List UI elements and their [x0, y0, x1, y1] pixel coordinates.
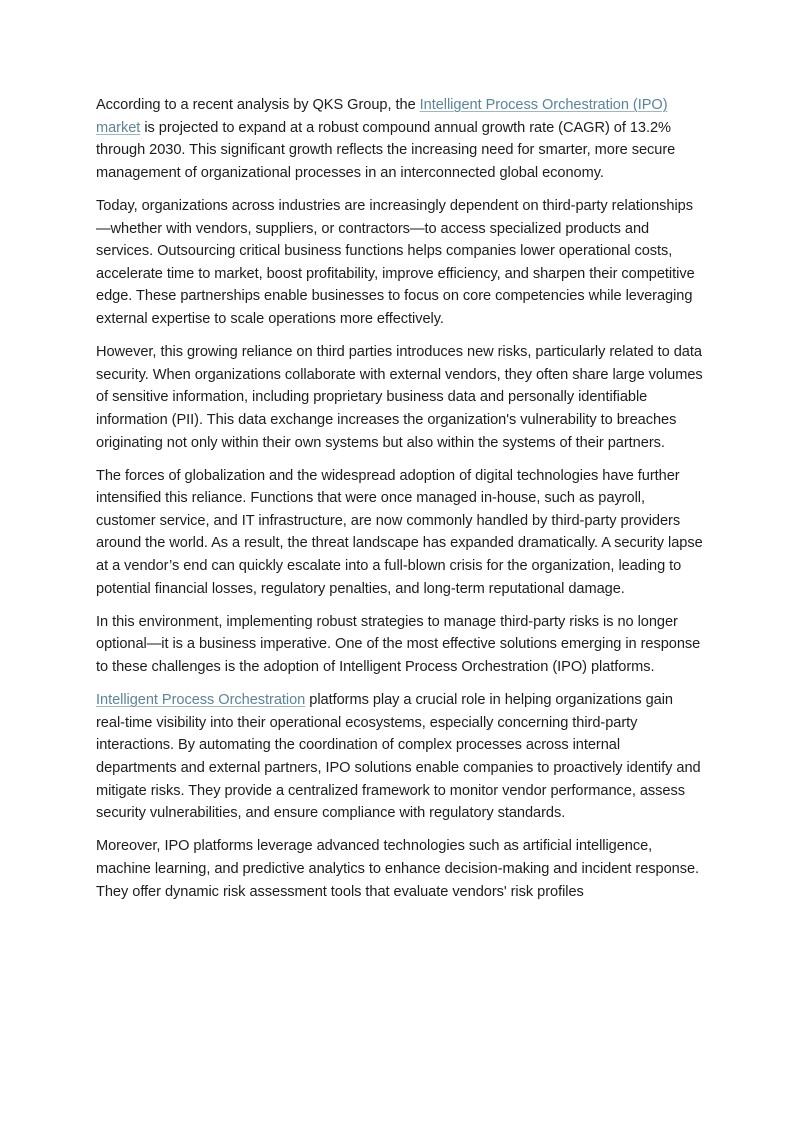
paragraph-text: However, this growing reliance on third parties introduces new risks, particularly related to data security. When organizations collaborate with external vendors, they often share large volumes of sensitive information, including proprietary business data and personally identifiable information (PII). This data exchange increases the organization's vulnerability to breaches originating not only within their own systems but also within the systems of their partners.: [96, 344, 703, 451]
paragraph-ipo-market-growth: [96, 94, 704, 184]
paragraph-third-party-dependence: [96, 195, 704, 331]
paragraph-ipo-technologies: [96, 835, 704, 903]
paragraph-text: is projected to expand at a robust compound annual growth rate (CAGR) of 13.2% through 2030. This significant growth reflects the increasing need for smarter, more secure management of organizational processes in an interconnected global economy.: [96, 119, 676, 181]
paragraph-text: In this environment, implementing robust strategies to manage third-party risks is no longer optional—it is a business imperative. One of the most effective solutions emerging in response to these challenges is the adoption of Intelligent Process Orchestration (IPO) platforms.: [96, 613, 701, 676]
paragraph-globalization: [96, 465, 704, 601]
paragraph-text: Moreover, IPO platforms leverage advanced technologies such as artificial intelligence, machine learning, and predictive analytics to enhance decision-making and incident response. They offer dynamic risk assessment tools that evaluate vendors' risk profiles: [96, 838, 700, 900]
document-body: [96, 94, 704, 914]
paragraph-data-security-risks: [96, 341, 704, 454]
intelligent-process-orchestration-link[interactable]: Intelligent Process Orchestration: [96, 692, 306, 709]
paragraph-text: The forces of globalization and the widespread adoption of digital technologies have further intensified this reliance. Functions that were once managed in-house, such as payroll, customer service, and IT infrastructure, are now commonly handled by third-party providers around the world. As a result, the threat landscape has expanded dramatically. A security lapse at a vendor’s end can quickly escalate into a full-blown crisis for the organization, leading to potential financial losses, regulatory penalties, and long-term reputational damage.: [96, 467, 703, 597]
ipo-market-link[interactable]: Intelligent Process Orchestration (IPO) market: [96, 97, 668, 136]
paragraph-text: According to a recent analysis by QKS Group, the: [96, 97, 420, 113]
paragraph-ipo-platforms: [96, 689, 704, 825]
paragraph-text: Today, organizations across industries are increasingly dependent on third-party relationships—whether with vendors, suppliers, or contractors—to access specialized products and services. Outsourcing critical business functions helps companies lower operational costs, accelerate time to market, boost profitability, improve efficiency, and sharpen their competitive edge. These partnerships enable businesses to focus on core competencies while leveraging external expertise to scale operations more effectively.: [96, 197, 695, 327]
paragraph-text: platforms play a crucial role in helping organizations gain real-time visibility into their operational ecosystems, especially concerning third-party interactions. By automating the coordination of complex processes across internal departments and external partners, IPO solutions enable companies to proactively identify and mitigate risks. They provide a centralized framework to monitor vendor performance, assess security vulnerabilities, and ensure compliance with regulatory standards.: [96, 692, 701, 822]
paragraph-risk-strategies: [96, 611, 704, 679]
